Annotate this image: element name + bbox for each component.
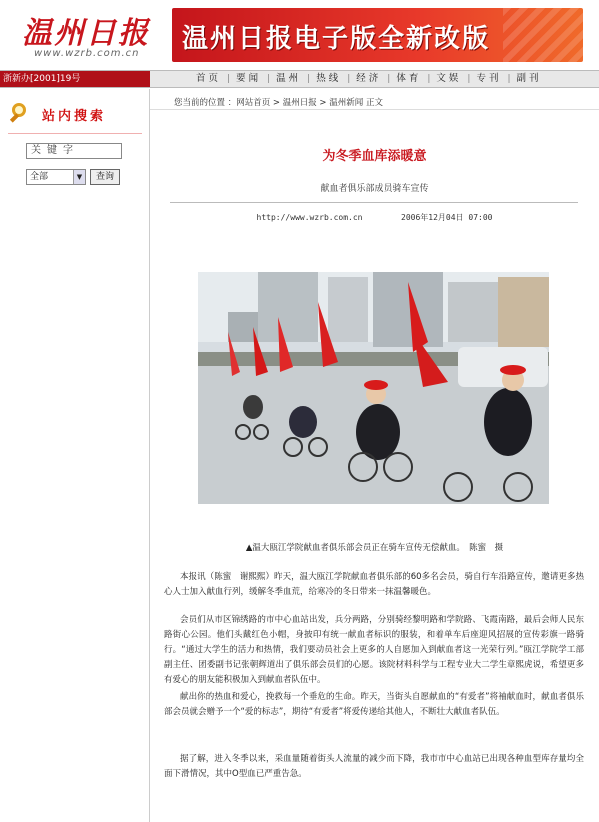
nav-item-entertainment[interactable]: 文娱 — [436, 73, 462, 84]
source-link[interactable]: http://www.wzrb.com.cn — [256, 213, 363, 222]
nav-separator: | — [507, 74, 511, 84]
nav-item-home[interactable]: 首页 — [196, 73, 222, 84]
nav-separator: | — [307, 74, 311, 84]
article-paragraph: 据了解，进入冬季以来，采血量随着街头人流量的减少而下降，我市市中心血站已出现各种血型库存量均全面下滑情况，其中O型血已严重告急。 — [164, 754, 584, 779]
banner-decoration — [503, 8, 583, 62]
article-paragraph: 献出你的热血和爱心，挽救每一个垂危的生命。昨天，当街头自愿献血的“有爱者”将袖献血时，献血者俱乐部会员就会赠予一个“爱的标志”，期待“有爱者”将爱传递给其他人，不断壮大献血者队伍。 — [164, 692, 584, 717]
article-paragraph: 会员们从市区锦绣路的市中心血站出发，兵分两路，分别骑经黎明路和学院路、飞霞南路，最后会师人民东路街心公园。他们头戴红色小帽，身披印有统一献血者标识的服装，和着单车后座迎风招展的宣传彩旗一路骑行。“通过大学生的活力和热情，我们要动员社会上更多的人自愿加入到献血者这一光荣行列。”瓯江学院学工部副主任、团委副书记张朝辉道出了俱乐部会员们的心愿。该院材料科学与工程专业大二学生章熙虎说，希望更多有爱心的朋友能积极加入到献血者队伍中。 — [164, 615, 584, 685]
publish-date: 2006年12月04日 07:00 — [401, 213, 493, 222]
nav-separator: | — [427, 74, 431, 84]
breadcrumb[interactable]: 您当前的位置 ：网站首页 > 温州日报 > 温州新闻 正文 — [174, 98, 383, 108]
promo-banner[interactable] — [172, 8, 583, 62]
site-logo[interactable]: 温州日报 — [22, 16, 150, 51]
nav-separator: | — [347, 74, 351, 84]
article-paragraph: 本报讯（陈蜜 谢熙熙）昨天，温大瓯江学院献血者俱乐部的60多名会员，骑自行车沿路宣传，邀请更多热心人士加入献血行列，缓解冬季血荒，给寒冷的冬日带来一抹温馨暖色。 — [164, 572, 584, 597]
site-search-title: 站内搜索 — [42, 108, 107, 124]
nav-item-hotline[interactable]: 热线 — [316, 73, 342, 84]
search-button[interactable]: 查询 — [90, 169, 120, 185]
nav-items — [190, 71, 548, 87]
chevron-down-icon[interactable]: ▼ — [73, 170, 85, 184]
article-subtitle: 献血者俱乐部成员骑车宣传 — [320, 184, 429, 194]
photo-illustration — [198, 272, 549, 504]
article-meta — [150, 212, 599, 223]
nav-item-sports[interactable]: 体育 — [396, 73, 422, 84]
nav-separator: | — [467, 74, 471, 84]
article-title: 为冬季血库添暖意 — [322, 149, 427, 164]
article-photo — [198, 272, 549, 504]
nav-item-headlines[interactable]: 要闻 — [236, 73, 262, 84]
nav-item-economy[interactable]: 经济 — [356, 73, 382, 84]
nav-item-wenzhou[interactable]: 温州 — [276, 73, 302, 84]
nav-separator: | — [267, 74, 271, 84]
divider — [170, 202, 578, 203]
nav-item-special[interactable]: 专刊 — [476, 73, 502, 84]
nav-item-supplement[interactable]: 副刊 — [516, 73, 542, 84]
banner-text: 温州日报电子版全新改版 — [182, 24, 491, 54]
photo-caption: ▲温大瓯江学院献血者俱乐部会员正在骑车宣传无偿献血。 陈蜜 摄 — [245, 543, 504, 553]
site-url: www.wzrb.com.cn — [34, 48, 140, 59]
keyword-input[interactable]: 关键字 — [26, 143, 122, 159]
magnifier-icon — [10, 103, 32, 125]
page-header — [0, 0, 599, 70]
nav-separator: | — [227, 74, 231, 84]
main-nav — [0, 70, 599, 88]
license-number: 浙新办[2001]19号 — [0, 71, 150, 87]
scope-select[interactable] — [26, 169, 86, 185]
divider — [150, 109, 599, 110]
scope-selected-value: 全部 — [30, 172, 49, 182]
article-area — [150, 89, 599, 822]
site-search-header — [10, 103, 106, 125]
nav-separator: | — [387, 74, 391, 84]
divider — [8, 133, 142, 134]
sidebar — [0, 89, 150, 822]
